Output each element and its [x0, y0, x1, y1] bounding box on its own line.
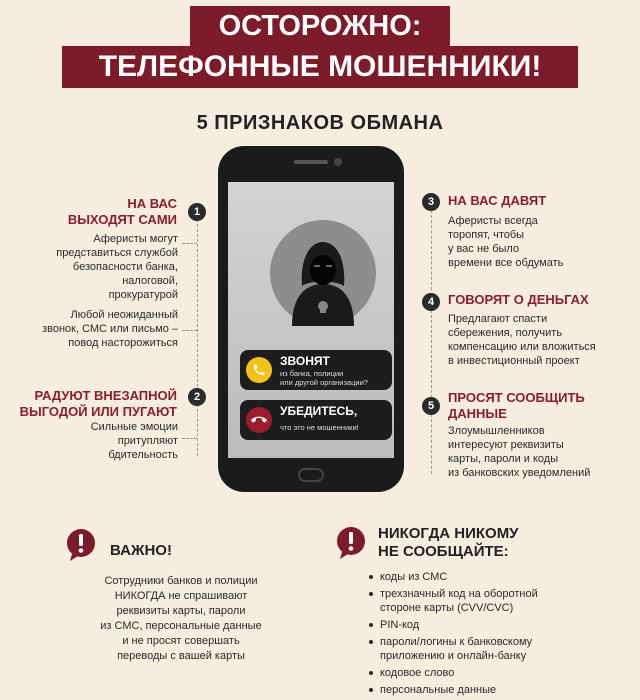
- incoming-call-subtitle: из банка, полиции или другой организации?: [280, 369, 368, 387]
- verify-card: [240, 400, 392, 440]
- dashed-connector-left: [197, 214, 198, 392]
- dashed-connector-right: [431, 210, 432, 290]
- list-item: пароли/логины к банковскому приложению и онлайн-банку: [368, 635, 538, 663]
- sign-5-text: Злоумышленников интересуют реквизиты карты, пароли и коды из банковских уведомлений: [448, 425, 591, 479]
- list-item: кодовое слово: [368, 666, 538, 680]
- never-share-list: [368, 570, 538, 700]
- list-item: коды из СМС: [368, 570, 538, 584]
- sign-1-extra: Любой неожиданный звонок, СМС или письмо – повод насторожиться: [42, 309, 178, 349]
- sign-4-heading: ГОВОРЯТ О ДЕНЬГАХ: [448, 292, 589, 307]
- dashed-connector-left: [197, 404, 198, 456]
- smartphone: [218, 146, 404, 492]
- phone-speaker: [294, 160, 328, 164]
- warning-icon: [64, 528, 98, 567]
- home-button[interactable]: [298, 468, 324, 482]
- sign-1-heading: НА ВАС ВЫХОДЯТ САМИ: [67, 196, 177, 227]
- dashed-connector: [182, 330, 197, 331]
- title-line-2: ТЕЛЕФОННЫЕ МОШЕННИКИ!: [62, 46, 578, 88]
- incoming-call-card: [240, 350, 392, 390]
- warning-icon: [334, 526, 368, 565]
- phone-camera: [334, 158, 342, 166]
- sign-number-2: 2: [188, 388, 206, 406]
- hooded-scammer-icon: [270, 220, 376, 326]
- phone-screen: [228, 182, 394, 458]
- verify-title: УБЕДИТЕСЬ,: [280, 404, 358, 418]
- sign-number-4: 4: [422, 293, 440, 311]
- list-item: персональные данные: [368, 683, 538, 697]
- sign-2-heading: РАДУЮТ ВНЕЗАПНОЙ ВЫГОДОЙ ИЛИ ПУГАЮТ: [19, 388, 177, 419]
- sign-number-1: 1: [188, 203, 206, 221]
- sign-3-text: Аферисты всегда торопят, чтобы у вас не было времени все обдумать: [448, 215, 564, 269]
- sign-5-heading: ПРОСЯТ СООБЩИТЬ ДАННЫЕ: [448, 390, 585, 421]
- never-share-title: НИКОГДА НИКОМУ НЕ СООБЩАЙТЕ:: [378, 525, 519, 560]
- subtitle: 5 ПРИЗНАКОВ ОБМАНА: [196, 112, 444, 134]
- important-title: ВАЖНО!: [110, 542, 172, 559]
- phone-accept-icon[interactable]: [246, 357, 272, 383]
- verify-subtitle: что это не мошенники!: [280, 423, 359, 432]
- dashed-connector: [182, 243, 197, 244]
- sign-number-5: 5: [422, 397, 440, 415]
- dashed-connector-right: [431, 310, 432, 398]
- list-item: PIN-код: [368, 618, 538, 632]
- important-text: Сотрудники банков и полиции НИКОГДА не спрашивают реквизиты карты, пароли из СМС, персональные данные и не просят совершать переводы с вашей карты: [100, 575, 262, 662]
- sign-number-3: 3: [422, 193, 440, 211]
- phone-decline-icon[interactable]: [246, 407, 272, 433]
- title-line-1: ОСТОРОЖНО:: [190, 6, 450, 46]
- sign-1-text: Аферисты могут представиться службой безопасности банка, налоговой, прокуратурой: [56, 233, 178, 301]
- dashed-connector-right: [431, 414, 432, 474]
- sign-4-text: Предлагают спасти сбережения, получить компенсацию или вложиться в инвестиционный проект: [448, 313, 596, 367]
- sign-3-heading: НА ВАС ДАВЯТ: [448, 193, 547, 208]
- dashed-connector: [182, 438, 197, 439]
- sign-2-text: Сильные эмоции притупляют бдительность: [90, 421, 178, 461]
- list-item: трехзначный код на оборотной стороне карты (CVV/CVC): [368, 587, 538, 615]
- incoming-call-title: ЗВОНЯТ: [280, 354, 330, 368]
